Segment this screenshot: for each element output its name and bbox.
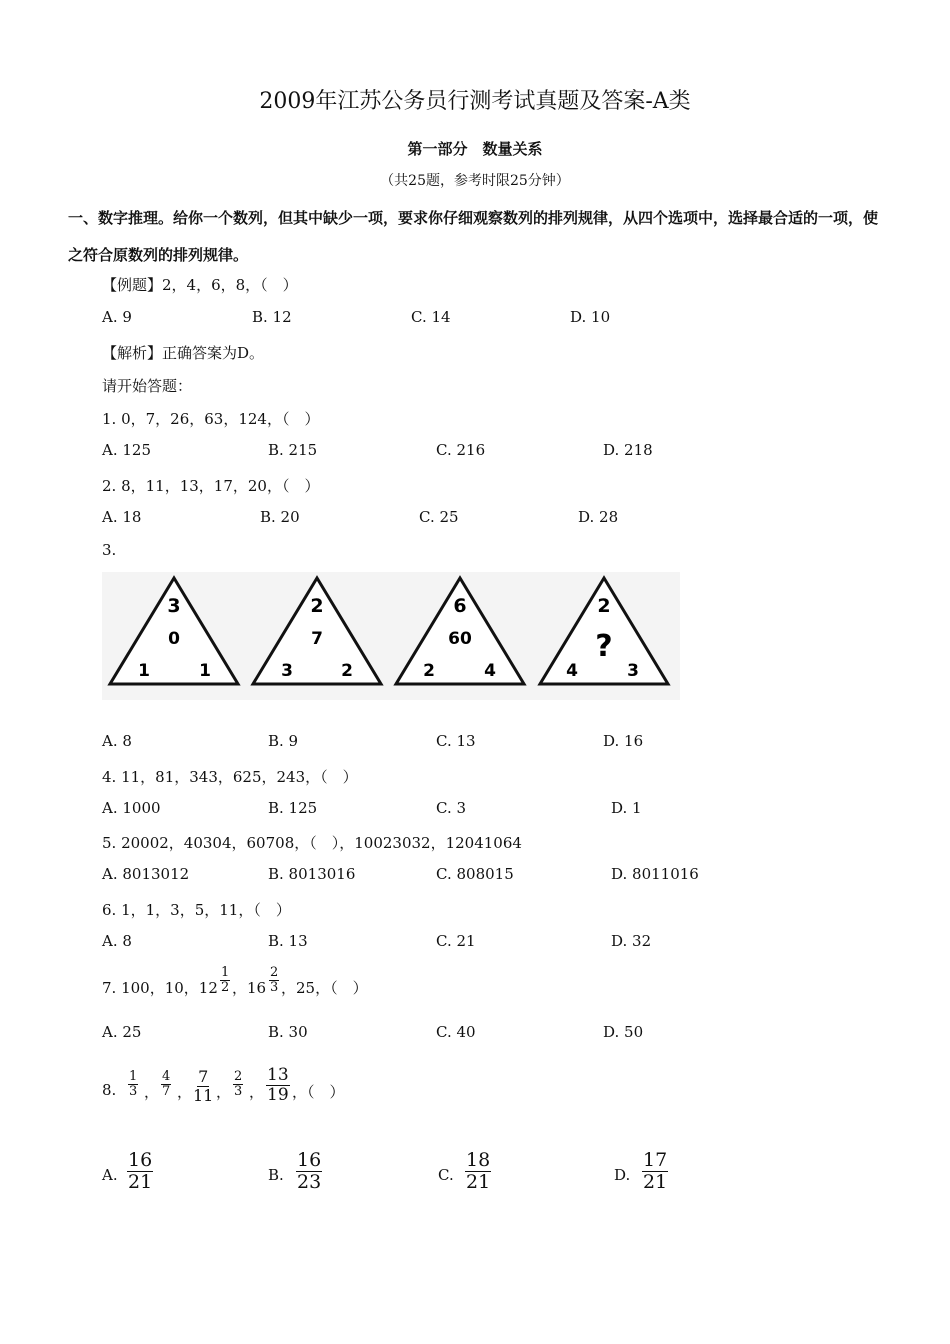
q8-sep-2: ， bbox=[177, 1083, 193, 1101]
page-title: 2009年江苏公务员行测考试真题及答案-A类 bbox=[259, 89, 691, 114]
example-option-b: B. 12 bbox=[252, 308, 292, 326]
q8-option-d-denominator: 21 bbox=[643, 1170, 668, 1193]
q2-option-a: A. 18 bbox=[102, 508, 142, 526]
q7-option-b: B. 30 bbox=[268, 1023, 308, 1041]
part-note: （共25题，参考时限25分钟） bbox=[380, 173, 570, 189]
q6-option-c: C. 21 bbox=[436, 932, 476, 950]
q8-fraction-3-denominator: 11 bbox=[193, 1085, 214, 1105]
q8-option-c-letter: C. bbox=[438, 1166, 454, 1184]
q8-fraction-2-numerator: 4 bbox=[162, 1069, 171, 1084]
q4-option-a: A. 1000 bbox=[102, 799, 161, 817]
triangle-4-left: 4 bbox=[566, 661, 578, 681]
q3-option-a: A. 8 bbox=[102, 732, 132, 750]
q8-option-c-denominator: 21 bbox=[466, 1170, 491, 1193]
triangle-2-top: 2 bbox=[310, 595, 324, 617]
q3-option-c: C. 13 bbox=[436, 732, 476, 750]
q8-fraction-1 bbox=[128, 1070, 138, 1100]
q8-option-d-fraction bbox=[642, 1150, 668, 1193]
q1-option-d: D. 218 bbox=[603, 441, 653, 459]
triangle-3-left: 2 bbox=[423, 661, 435, 681]
example-option-a: A. 9 bbox=[102, 308, 132, 326]
q8-fraction-4 bbox=[233, 1070, 243, 1100]
q8-sep-1: ， bbox=[144, 1083, 160, 1101]
q6-option-b: B. 13 bbox=[268, 932, 308, 950]
q8-option-a-denominator: 21 bbox=[128, 1170, 153, 1193]
q8-fraction-5 bbox=[266, 1066, 290, 1104]
q2-option-c: C. 25 bbox=[419, 508, 459, 526]
q8-option-b-denominator: 23 bbox=[297, 1170, 322, 1193]
q7-fraction-1 bbox=[220, 966, 230, 996]
q8-option-d-numerator: 17 bbox=[643, 1149, 668, 1171]
example-question: 【例题】2，4，6，8，（ ） bbox=[102, 276, 298, 294]
q4-option-b: B. 125 bbox=[268, 799, 318, 817]
triangle-4-right: 3 bbox=[627, 661, 639, 681]
q8-sep-3: ， bbox=[216, 1083, 232, 1101]
question-8-prefix: 8. bbox=[102, 1081, 117, 1099]
q7-fraction-2-denominator: 3 bbox=[270, 980, 279, 996]
example-option-d: D. 10 bbox=[570, 308, 611, 326]
triangle-figure bbox=[102, 572, 680, 700]
q1-option-a: A. 125 bbox=[102, 441, 151, 459]
q8-fraction-3 bbox=[193, 1068, 213, 1104]
triangle-2-right: 2 bbox=[341, 661, 353, 681]
q8-fraction-1-numerator: 1 bbox=[129, 1069, 138, 1084]
question-2: 2. 8，11，13，17，20，（ ） bbox=[102, 477, 320, 495]
question-6: 6. 1，1，3，5，11，（ ） bbox=[102, 901, 291, 919]
q2-option-b: B. 20 bbox=[260, 508, 300, 526]
q3-option-b: B. 9 bbox=[268, 732, 299, 750]
triangle-2-left: 3 bbox=[281, 661, 293, 681]
triangle-2-center: 7 bbox=[311, 629, 323, 649]
question-3: 3. bbox=[102, 541, 117, 559]
q5-option-c: C. 808015 bbox=[436, 865, 514, 883]
q8-option-b-numerator: 16 bbox=[297, 1149, 322, 1171]
triangle-3-right: 4 bbox=[484, 661, 496, 681]
q5-option-d: D. 8011016 bbox=[611, 865, 699, 883]
q6-option-a: A. 8 bbox=[102, 932, 132, 950]
q8-fraction-2 bbox=[161, 1070, 171, 1100]
example-analysis: 【解析】正确答案为D。 bbox=[102, 344, 265, 362]
q6-option-d: D. 32 bbox=[611, 932, 652, 950]
triangle-4-top: 2 bbox=[597, 595, 611, 617]
q7-fraction-2 bbox=[269, 966, 279, 996]
example-option-c: C. 14 bbox=[411, 308, 451, 326]
q7-fraction-2-numerator: 2 bbox=[270, 965, 279, 980]
instructions: 一、数字推理。给你一个数列，但其中缺少一项，要求你仔细观察数列的排列规律，从四个选项中，选择最合适的一项，使之符合原数列的排列规律。 bbox=[68, 209, 879, 264]
q8-option-a-letter: A. bbox=[102, 1166, 118, 1184]
q7-fraction-1-denominator: 2 bbox=[221, 980, 230, 996]
q2-option-d: D. 28 bbox=[578, 508, 619, 526]
q5-option-b: B. 8013016 bbox=[268, 865, 356, 883]
question-5: 5. 20002，40304，60708，（ ），10023032，12041064 bbox=[102, 834, 522, 852]
q8-fraction-4-numerator: 2 bbox=[234, 1069, 243, 1084]
q8-option-a-numerator: 16 bbox=[128, 1149, 153, 1171]
q8-option-b-letter: B. bbox=[268, 1166, 284, 1184]
q4-option-d: D. 1 bbox=[611, 799, 642, 817]
q8-sep-4: ， bbox=[249, 1083, 265, 1101]
question-4: 4. 11，81，343，625，243，（ ） bbox=[102, 768, 358, 786]
q7-fraction-1-numerator: 1 bbox=[221, 965, 230, 980]
question-7-tail: ，25，（ ） bbox=[281, 979, 368, 997]
triangle-1-center: 0 bbox=[168, 629, 180, 649]
question-7-prefix: 7. 100，10，12 bbox=[102, 979, 218, 997]
q8-option-c-fraction bbox=[465, 1150, 491, 1193]
q8-option-c-numerator: 18 bbox=[466, 1149, 491, 1171]
q7-option-d: D. 50 bbox=[603, 1023, 644, 1041]
question-7-middle: ，16 bbox=[232, 979, 267, 997]
part-heading: 第一部分 数量关系 bbox=[407, 140, 543, 158]
q8-option-b-fraction bbox=[296, 1150, 322, 1193]
question-1: 1. 0，7，26，63，124，（ ） bbox=[102, 410, 320, 428]
q8-fraction-4-denominator: 3 bbox=[234, 1084, 243, 1100]
q8-fraction-2-denominator: 7 bbox=[162, 1084, 171, 1100]
q1-option-c: C. 216 bbox=[436, 441, 486, 459]
triangle-4-center: ? bbox=[595, 629, 613, 664]
q8-fraction-1-denominator: 3 bbox=[129, 1084, 138, 1100]
q7-option-a: A. 25 bbox=[102, 1023, 142, 1041]
q5-option-a: A. 8013012 bbox=[102, 865, 190, 883]
triangle-1-top: 3 bbox=[167, 595, 181, 617]
question-8-tail: ，（ ） bbox=[292, 1083, 345, 1101]
q8-option-d-letter: D. bbox=[614, 1166, 631, 1184]
q4-option-c: C. 3 bbox=[436, 799, 467, 817]
q8-fraction-5-numerator: 13 bbox=[267, 1065, 289, 1085]
start-prompt: 请开始答题： bbox=[102, 377, 193, 395]
q7-option-c: C. 40 bbox=[436, 1023, 476, 1041]
triangle-3-center: 60 bbox=[448, 629, 472, 649]
q8-option-a-fraction bbox=[127, 1150, 153, 1193]
triangle-1-right: 1 bbox=[199, 661, 211, 681]
q3-option-d: D. 16 bbox=[603, 732, 644, 750]
triangle-1-left: 1 bbox=[138, 661, 150, 681]
q1-option-b: B. 215 bbox=[268, 441, 318, 459]
triangle-3-top: 6 bbox=[453, 595, 467, 617]
q8-fraction-3-numerator: 7 bbox=[198, 1067, 209, 1086]
q8-fraction-5-denominator: 19 bbox=[267, 1084, 289, 1105]
